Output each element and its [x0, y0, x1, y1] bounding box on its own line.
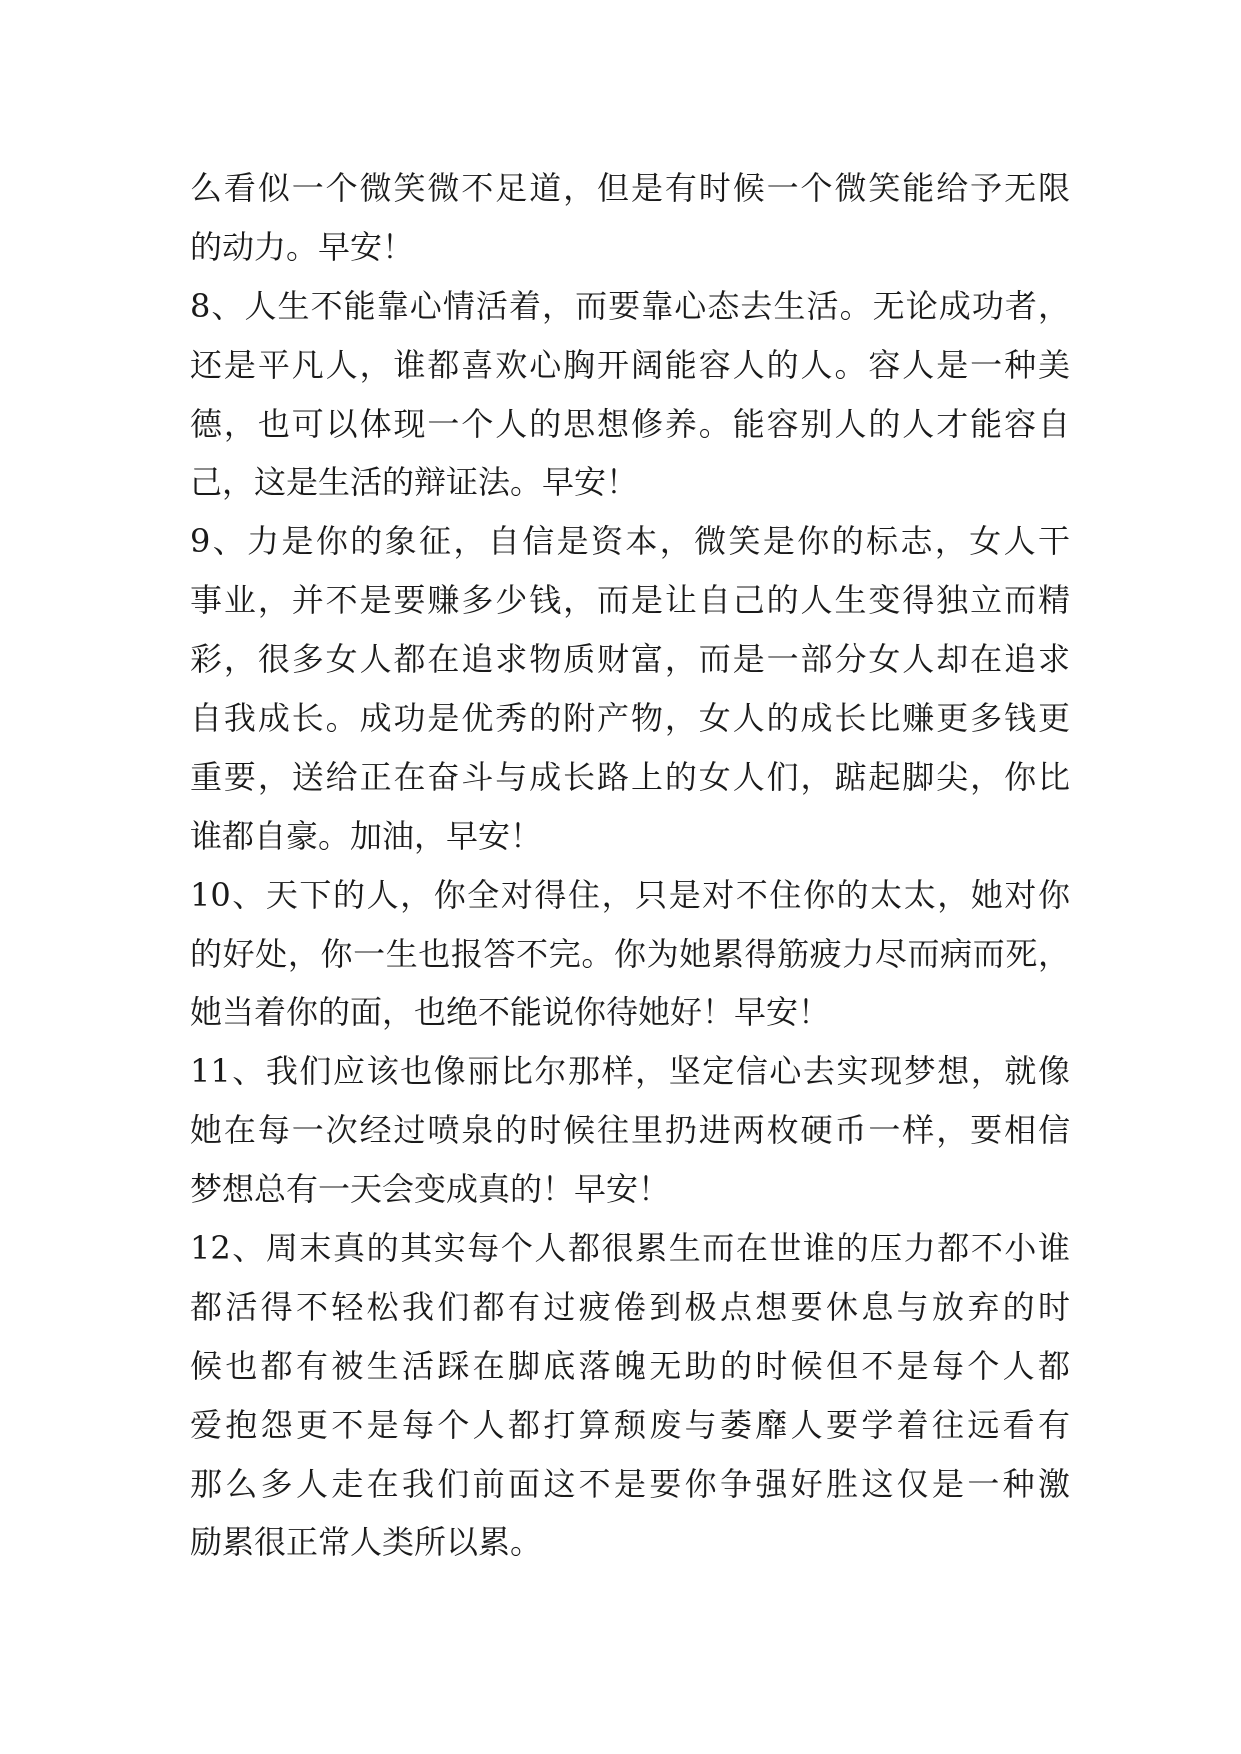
paragraph-10 [190, 866, 1070, 1043]
text-line: 自我成长。成功是优秀的附产物，女人的成长比赚更多钱更 [190, 699, 1070, 738]
paragraph-12 [190, 1219, 1070, 1572]
text-line: 爱抱怨更不是每个人都打算颓废与萎靡人要学着往远看有 [190, 1405, 1070, 1444]
text-line: 么看似一个微笑微不足道，但是有时候一个微笑能给予无限 [190, 169, 1070, 207]
text-line: 都活得不轻松我们都有过疲倦到极点想要休息与放弃的时 [190, 1287, 1070, 1326]
text-line: 候也都有被生活踩在脚底落魄无助的时候但不是每个人都 [190, 1346, 1070, 1385]
text-line: 12、周末真的其实每个人都很累生而在世谁的压力都不小谁 [190, 1229, 1070, 1268]
text-line: 那么多人走在我们前面这不是要你争强好胜这仅是一种激 [190, 1464, 1070, 1503]
text-line: 的好处，你一生也报答不完。你为她累得筋疲力尽而病而死， [190, 934, 1070, 973]
text-line: 事业，并不是要赚多少钱，而是让自己的人生变得独立而精 [190, 581, 1070, 620]
paragraph-11 [190, 1042, 1070, 1219]
text-line: 谁都自豪。加油，早安！ [190, 816, 543, 855]
text-line: 11、我们应该也像丽比尔那样，坚定信心去实现梦想，就像 [190, 1052, 1070, 1091]
text-line: 德，也可以体现一个人的思想修养。能容别人的人才能容自 [190, 404, 1070, 443]
text-line: 的动力。早安！ [190, 227, 415, 266]
paragraph-8 [190, 277, 1070, 513]
text-line: 10、天下的人，你全对得住，只是对不住你的太太，她对你 [190, 875, 1070, 914]
document-body [190, 159, 1070, 1572]
paragraph-7-continuation [190, 159, 1070, 277]
text-line: 还是平凡人，谁都喜欢心胸开阔能容人的人。容人是一种美 [190, 345, 1070, 384]
text-line: 梦想总有一天会变成真的！早安！ [190, 1170, 671, 1209]
text-line: 彩，很多女人都在追求物质财富，而是一部分女人却在追求 [190, 640, 1070, 679]
text-line: 重要，送给正在奋斗与成长路上的女人们，踮起脚尖，你比 [190, 757, 1070, 796]
text-line: 己，这是生活的辩证法。早安！ [190, 463, 639, 502]
text-line: 她在每一次经过喷泉的时候往里扔进两枚硬币一样，要相信 [190, 1111, 1070, 1150]
text-line: 8、人生不能靠心情活着，而要靠心态去生活。无论成功者， [190, 286, 1070, 325]
text-line: 9、力是你的象征，自信是资本，微笑是你的标志，女人干 [190, 522, 1070, 561]
text-line: 她当着你的面，也绝不能说你待她好！早安！ [190, 993, 831, 1032]
paragraph-9 [190, 512, 1070, 865]
text-line: 励累很正常人类所以累。 [190, 1523, 543, 1562]
